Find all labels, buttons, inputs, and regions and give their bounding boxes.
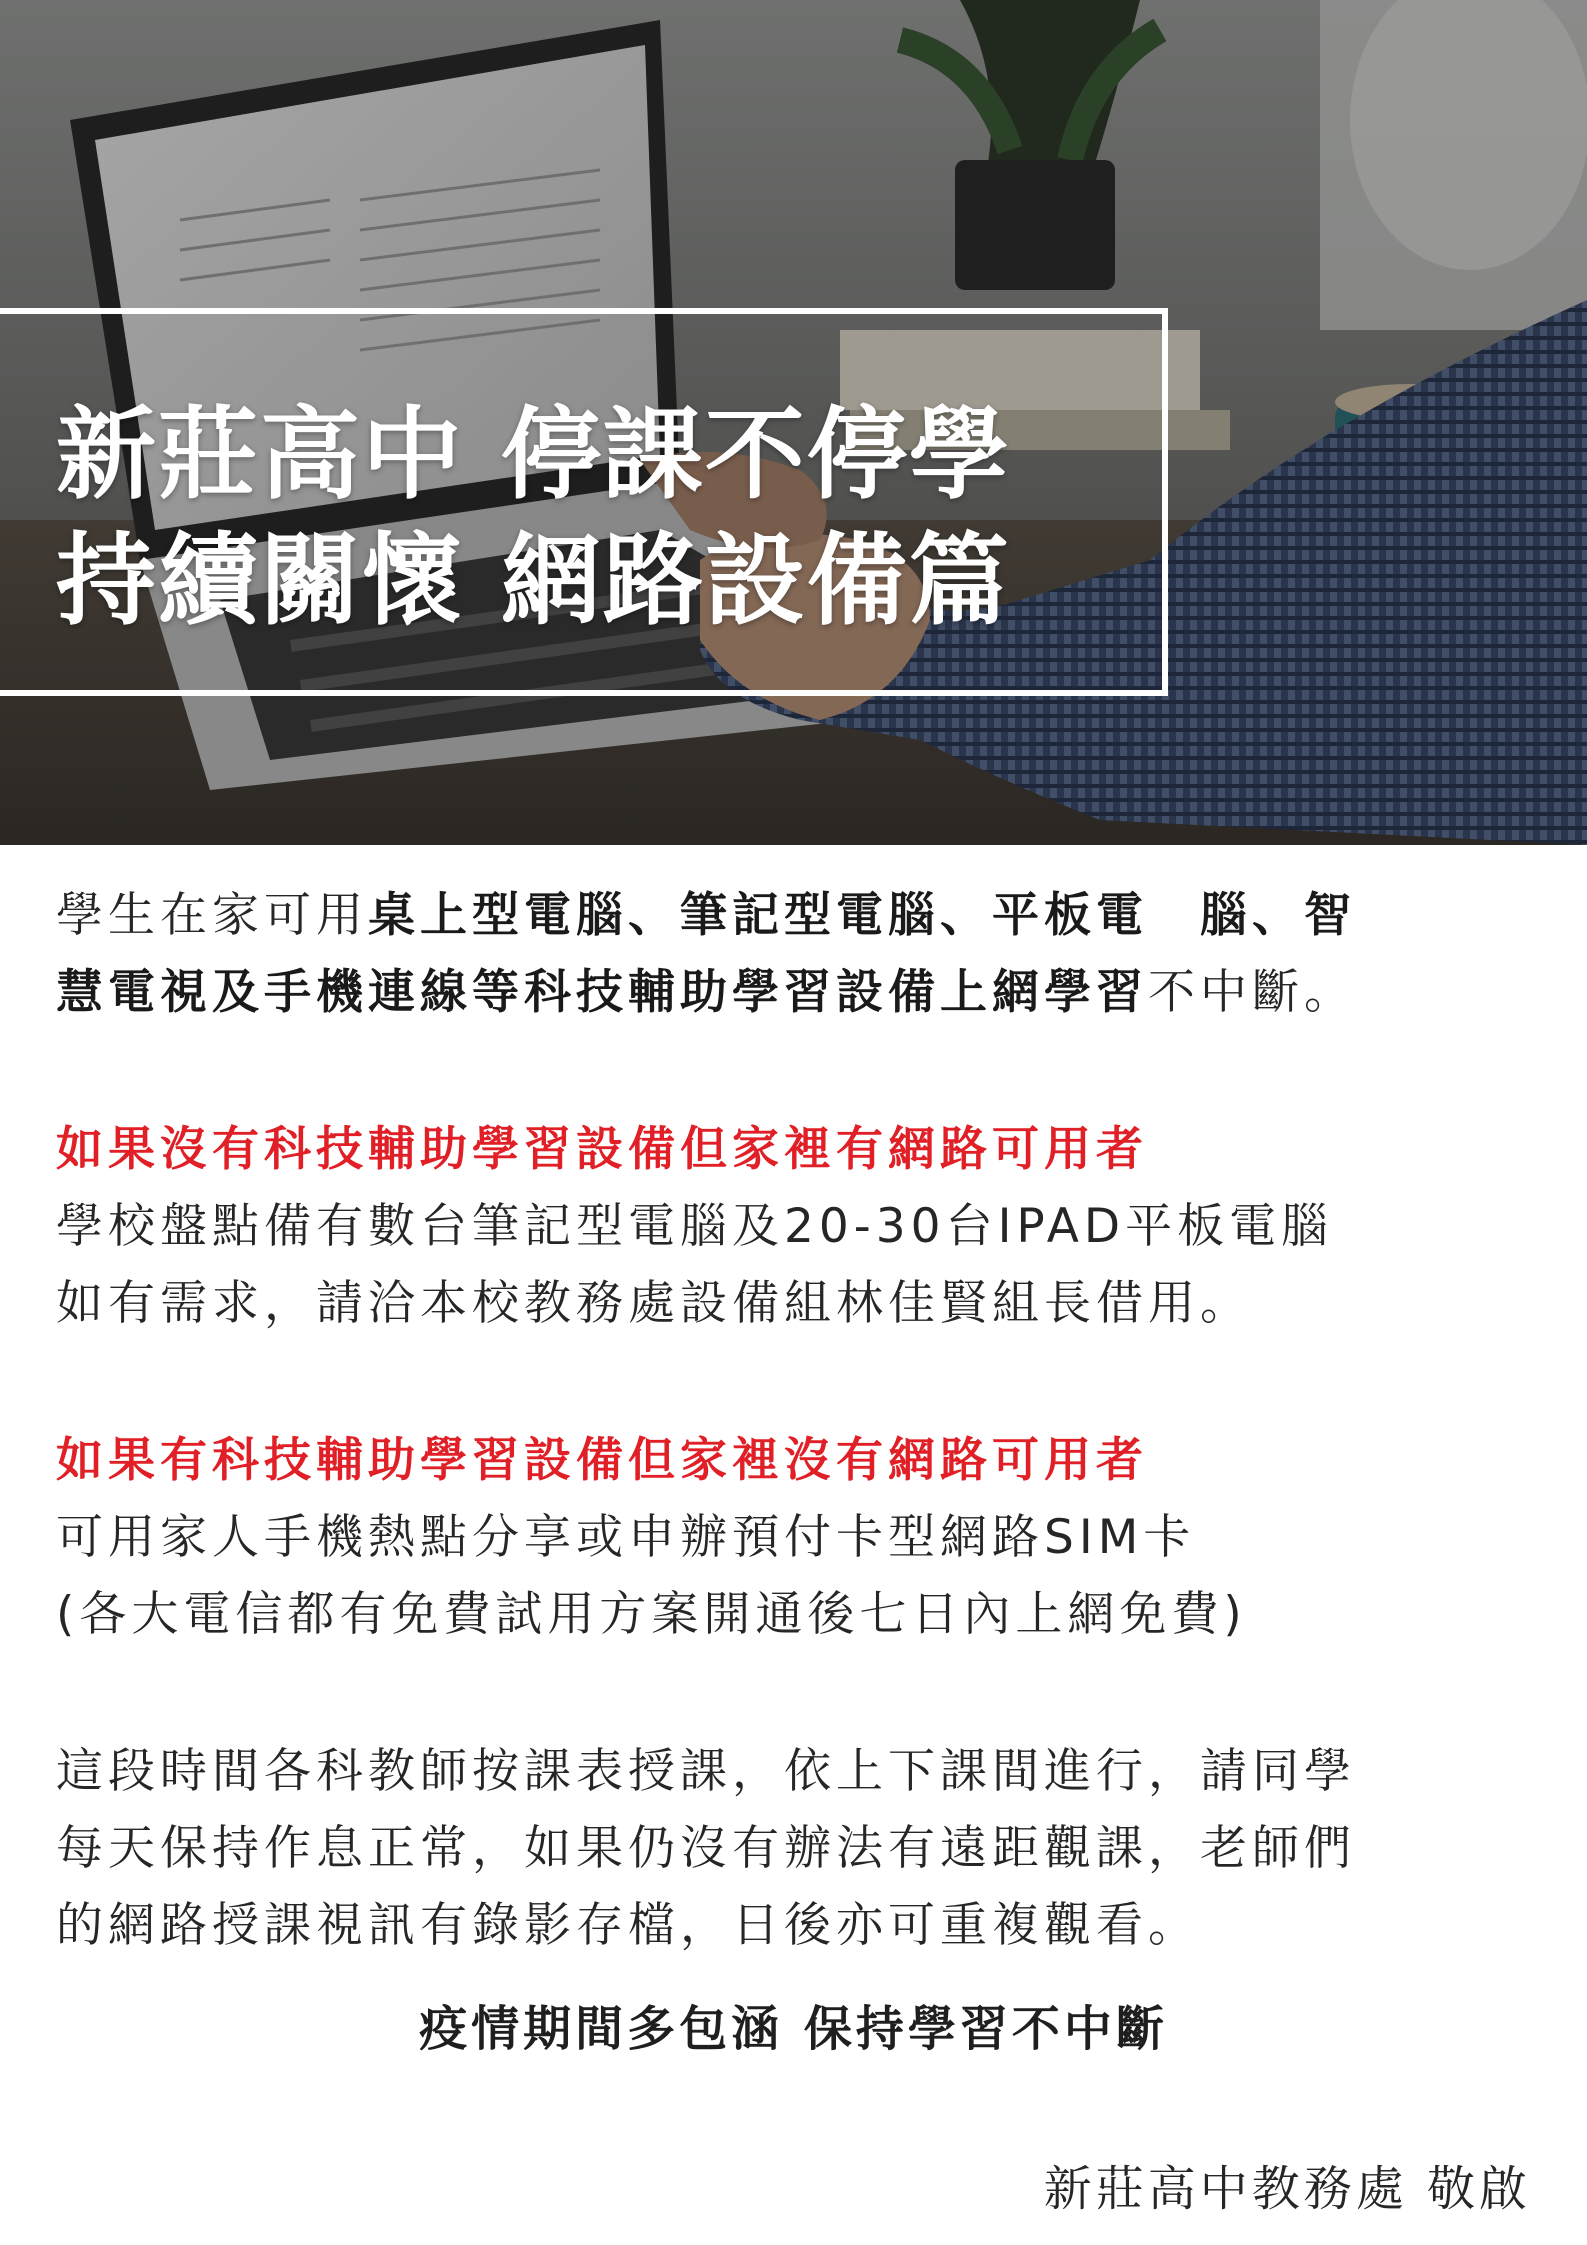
no-network-line-2: (各大電信都有免費試用方案開通後七日內上網免費) (56, 1587, 1247, 1642)
title-line-1: 新莊高中 停課不停學 (56, 396, 1011, 513)
title-line-2: 持續關懷 網路設備篇 (56, 522, 1011, 639)
intro-paragraph (56, 877, 1536, 1031)
schedule-line-3: 的網路授課視訊有錄影存檔，日後亦可重複觀看。 (56, 1898, 1200, 1953)
no-device-heading: 如果沒有科技輔助學習設備但家裡有網路可用者 (56, 1122, 1148, 1177)
no-network-line-1: 可用家人手機熱點分享或申辦預付卡型網路SIM卡 (56, 1510, 1196, 1565)
page-title (56, 392, 1011, 644)
closing-slogan: 疫情期間多包涵 保持學習不中斷 (419, 2001, 1168, 2057)
schedule-line-1: 這段時間各科教師按課表授課，依上下課間進行，請同學 (56, 1744, 1356, 1799)
intro-tail: 不中斷。 (1148, 965, 1356, 1020)
no-network-heading: 如果有科技輔助學習設備但家裡沒有網路可用者 (56, 1433, 1148, 1488)
intro-devices-line1: 桌上型電腦、筆記型電腦、平板電 腦、智 (368, 888, 1356, 943)
hero-photo (0, 0, 1587, 845)
no-device-line-1: 學校盤點備有數台筆記型電腦及20-30台IPAD平板電腦 (56, 1199, 1334, 1254)
no-network-section (56, 1422, 1536, 1653)
schedule-section (56, 1733, 1536, 1964)
no-device-line-2: 如有需求，請洽本校教務處設備組林佳賢組長借用。 (56, 1276, 1252, 1331)
no-device-section (56, 1111, 1536, 1342)
schedule-line-2: 每天保持作息正常，如果仍沒有辦法有遠距觀課，老師們 (56, 1821, 1356, 1876)
intro-lead: 學生在家可用 (56, 888, 368, 943)
signature: 新莊高中教務處 敬啟 (1043, 2161, 1531, 2217)
announcement-body (56, 877, 1536, 1964)
intro-devices-line2: 慧電視及手機連線等科技輔助學習設備上網學習 (56, 965, 1148, 1020)
